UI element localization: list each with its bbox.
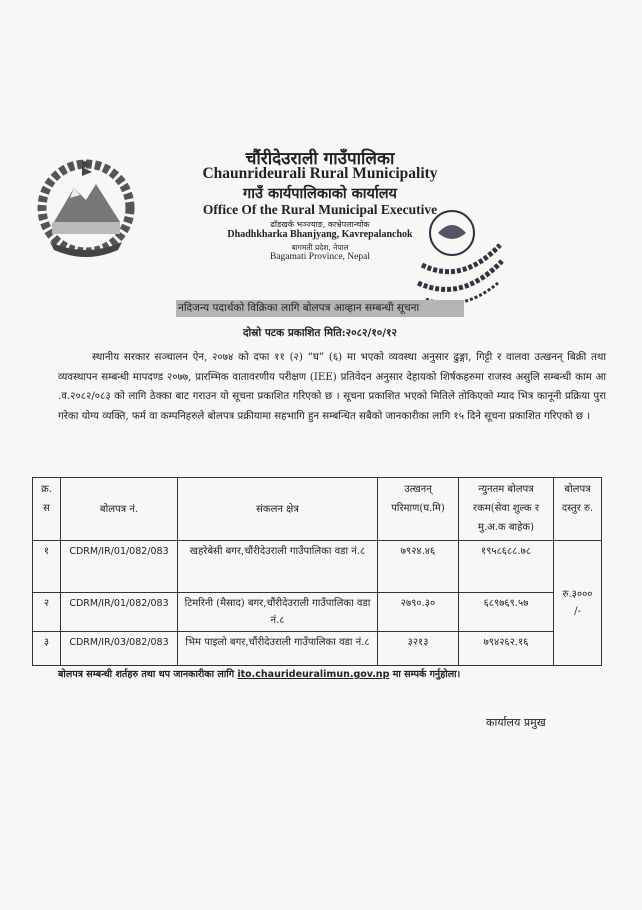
header-sn: क्र. स [33, 478, 61, 541]
cell-quantity: ३२१३ [378, 632, 459, 666]
cell-area: खहरेबेसी बगर,चौंरीदेउराली गाउँपालिका वडा नं.८ [178, 541, 378, 593]
table-header-row [33, 478, 602, 541]
header-quantity: उत्खनन् परिमाण(घ.मि) [378, 478, 459, 541]
notice-body: स्थानीय सरकार सञ्चालन ऐन, २०७४ को दफा ११ (२) “घ” (६) मा भएको व्यवस्था अनुसार ढुङ्गा, गिट्टी र वालवा उत्खनन् बिक्री तथा व्यवस्थापन सम्बन्धी मापदण्ड २०७७, प्रारम्भिक वातावरणीय परीक्षण (IEE) प्रतिवेदन अनुसार देहायको शिर्षकहरुमा राजस्व असुलि सम्बन्धी काम आ .व.२०८२/०८३ को लागि ठेक्का बाट गराउन यो सूचना प्रकाशित गरिएको छ । सूचना प्रकाशित भएको मितिले तोकिएको म्याद भित्र कानूनी प्रक्रिया पुरा गरेका योग्य व्यक्ति, फर्म वा कम्पनिहरुले बोलपत्र प्रक्रीयामा सहभागि हुन सम्बन्धित सबैको जानकारीका लागि १५ दिने सूचना प्रकाशित गरिएको छ । [58, 352, 606, 422]
municipality-name-np: चौंरीदेउराली गाउँपालिका [245, 149, 395, 169]
cell-sn: २ [33, 593, 61, 632]
office-name-en: Office Of the Rural Municipal Executive [202, 202, 438, 217]
cell-fee: रु.३००० /- [554, 541, 602, 666]
cell-quantity: २७९०.३० [378, 593, 459, 632]
cell-area: भिम पाइलो बगर,चौंरीदेउराली गाउँपालिका वडा नं.८ [178, 632, 378, 666]
header-bid-no: बोलपत्र नं. [61, 478, 178, 541]
address-np: ढाँडखर्क भञ्ज्याङ, काभ्रेपलान्चोक [270, 220, 370, 229]
table-row [33, 541, 602, 593]
cell-bid-no: CDRM/IR/01/082/083 [61, 541, 178, 593]
website-link[interactable]: ito.chaurideuralimun.gov.np [237, 669, 390, 680]
province-en: Bagamati Province, Nepal [270, 252, 370, 262]
address-en: Dhadhkharka Bhanjyang, Kavrepalanchok [227, 229, 413, 240]
cell-min-amount: ६८९७६९.५७ [459, 593, 554, 632]
cell-bid-no: CDRM/IR/01/082/083 [61, 593, 178, 632]
cell-sn: १ [33, 541, 61, 593]
office-name-np: गाउँ कार्यपालिकाको कार्यालय [243, 185, 397, 202]
municipality-name-en: Chaunrideurali Rural Municipality [202, 165, 438, 182]
signature-title: कार्यालय प्रमुख [486, 716, 546, 729]
cell-bid-no: CDRM/IR/03/082/083 [61, 632, 178, 666]
notice-subject: नदिजन्य पदार्थको विक्रिका लागि बोलपत्र आव्हान सम्बन्धी सूचना [176, 300, 464, 317]
cell-min-amount: ७९४२६२.१६ [459, 632, 554, 666]
header-fee: बोलपत्र दस्तुर रु. [554, 478, 602, 541]
cell-min-amount: १९५८६८८.७८ [459, 541, 554, 593]
province-np: बागमती प्रदेश, नेपाल [291, 243, 349, 252]
header-area: संकलन क्षेत्र [178, 478, 378, 541]
table-row [33, 632, 602, 666]
publication-date: दोस्रो पटक प्रकाशित मिति:२०८२/१०/१२ [242, 327, 398, 339]
cell-sn: ३ [33, 632, 61, 666]
header-min-amount: न्युनतम बोलपत्र रकम(सेवा शुल्क र मु.अ.क बाहेक) [459, 478, 554, 541]
cell-area: टिमरिनी (मैसाद) बगर,चौंरीदेउराली गाउँपालिका वडा नं.८ [178, 593, 378, 632]
cell-quantity: ७९२४.४६ [378, 541, 459, 593]
note-prefix: बोलपत्र सम्बन्धी शर्तहरु तथा थप जानकारीका लागि [58, 669, 235, 680]
table-row [33, 593, 602, 632]
nepal-emblem-icon [30, 150, 142, 262]
contact-note [58, 667, 618, 680]
bids-table [32, 477, 602, 666]
note-suffix: मा सम्पर्क गर्नुहोला। [392, 669, 461, 680]
